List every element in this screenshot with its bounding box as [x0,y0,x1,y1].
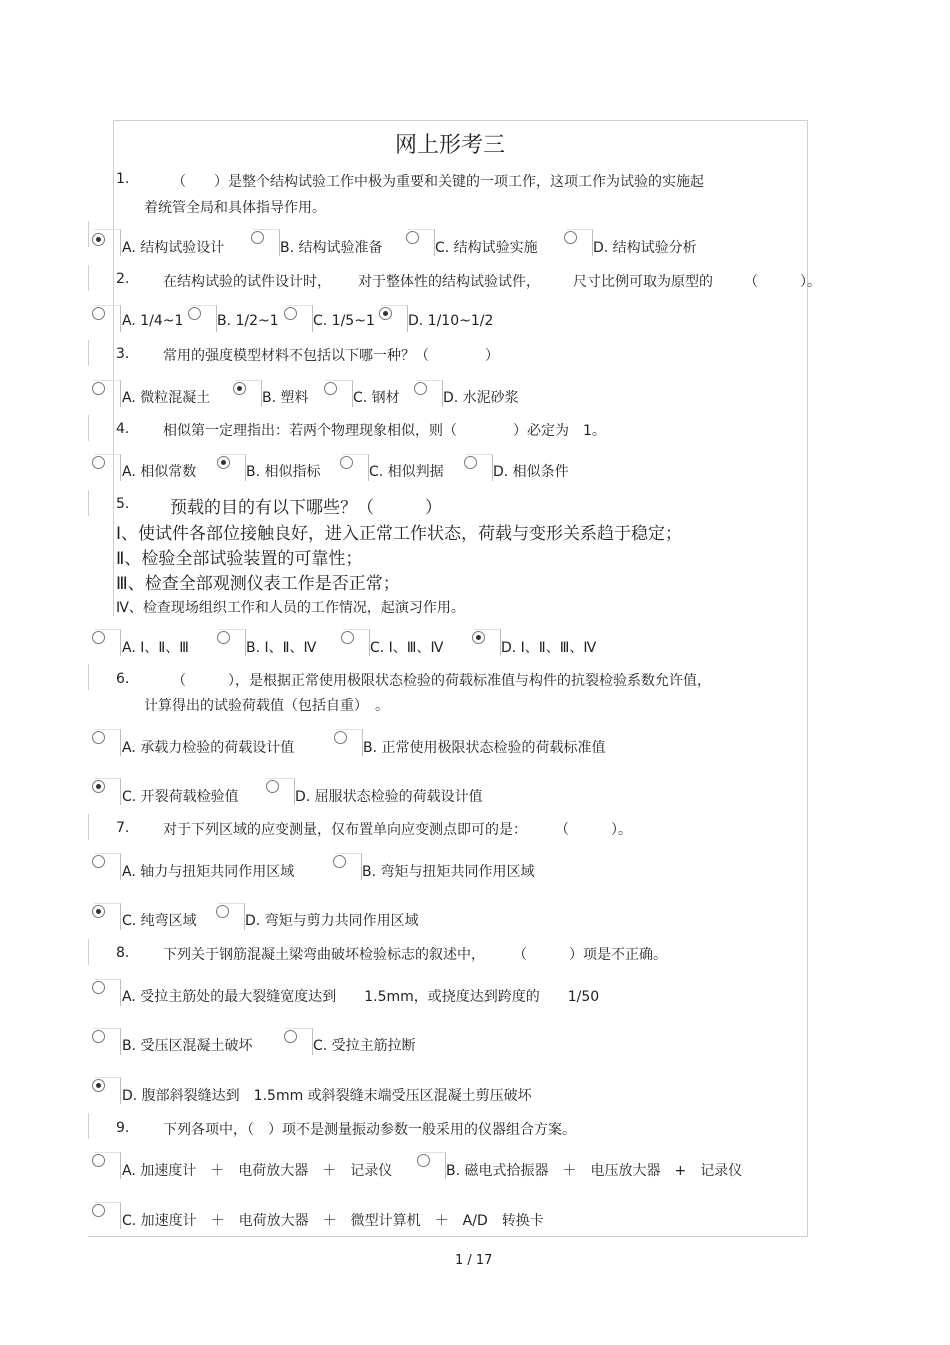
q9-option-b-radio[interactable] [417,1154,430,1167]
q8-option-d-radio[interactable] [92,1079,105,1092]
q1-option-d-radio[interactable] [564,231,577,244]
q4-option-d[interactable]: D. 相似条件 [493,464,569,480]
q6-option-d-radio[interactable] [266,780,279,793]
q5-item-2: Ⅱ、检验全部试验装置的可靠性； [116,549,363,569]
frame-left-border [113,120,114,616]
q7-option-b-radio[interactable] [333,855,346,868]
q7-option-a[interactable]: A. 轴力与扭矩共同作用区域 [122,864,295,880]
q8-option-b[interactable]: B. 受压区混凝土破坏 [122,1038,253,1054]
q7-option-a-radio[interactable] [92,855,105,868]
q9-option-a-radio[interactable] [92,1154,105,1167]
q1-text-line2: 着统管全局和具体指导作用。 [144,200,326,216]
q4-option-c-radio[interactable] [340,456,353,469]
q3-option-a-radio[interactable] [92,382,105,395]
q8-number: 8. [116,945,130,961]
frame-top-border [113,120,808,121]
q2-text-part4: （ ）。 [744,274,821,290]
q5-item-1: Ⅰ、使试件各部位接触良好，进入正常工作状态，荷载与变形关系趋于稳定； [116,524,683,544]
row-bar [88,1113,89,1139]
q2-text-part3: 尺寸比例可取为原型的 [573,274,713,290]
q2-option-c[interactable]: C. 1/5~1 [313,313,375,329]
q4-number: 4. [116,421,130,437]
q8-option-a[interactable]: A. 受拉主筋处的最大裂缝宽度达到 1.5mm，或挠度达到跨度的 1/50 [122,989,600,1005]
page-title: 网上形考三 [395,133,506,158]
q9-number: 9. [116,1120,130,1136]
q7-option-b[interactable]: B. 弯矩与扭矩共同作用区域 [362,864,535,880]
q2-option-b-radio[interactable] [188,307,201,320]
q3-option-c[interactable]: C. 钢材 [353,390,400,406]
q7-number: 7. [116,820,130,836]
q7-option-c[interactable]: C. 纯弯区域 [122,913,197,929]
q8-option-c[interactable]: C. 受拉主筋拉断 [313,1038,416,1054]
q2-option-c-radio[interactable] [284,307,297,320]
q8-option-a-radio[interactable] [92,981,105,994]
q5-text: 预载的目的有以下哪些？（ ） [170,498,442,518]
q2-option-d-radio[interactable] [379,307,392,320]
q6-option-c[interactable]: C. 开裂荷载检验值 [122,789,239,805]
q1-text-line1: （ ）是整个结构试验工作中极为重要和关键的一项工作，这项工作为试验的实施起 [172,174,704,190]
q3-option-a[interactable]: A. 微粒混凝土 [122,390,211,406]
q3-option-c-radio[interactable] [324,382,337,395]
q3-option-d-radio[interactable] [414,382,427,395]
q4-option-b[interactable]: B. 相似指标 [246,464,321,480]
q4-option-a-radio[interactable] [92,456,105,469]
q5-option-d[interactable]: D. Ⅰ、Ⅱ、Ⅲ、Ⅳ [501,640,597,656]
q1-number: 1. [116,171,130,187]
q2-number: 2. [116,271,130,287]
q6-option-a-radio[interactable] [92,731,105,744]
row-bar [88,340,89,366]
q6-number: 6. [116,671,130,687]
q1-option-b[interactable]: B. 结构试验准备 [280,240,383,256]
q5-item-3: Ⅲ、检查全部观测仪表工作是否正常； [116,574,400,594]
q2-option-b[interactable]: B. 1/2~1 [217,313,279,329]
q8-text: 下列关于钢筋混凝土梁弯曲破坏检验标志的叙述中， （ ）项是不正确。 [163,947,667,963]
q2-option-d[interactable]: D. 1/10~1/2 [408,313,494,329]
q9-text: 下列各项中，（ ）项不是测量振动参数一般采用的仪器组合方案。 [163,1122,576,1138]
q9-option-b[interactable]: B. 磁电式拾振器 ＋ 电压放大器 + 记录仪 [446,1163,743,1179]
q4-text: 相似第一定理指出：若两个物理现象相似，则（ ）必定为 1。 [163,423,606,439]
q2-text-part2: 对于整体性的结构试验试件， [358,274,540,290]
q7-text: 对于下列区域的应变测量，仅布置单向应变测点即可的是： （ ）。 [163,822,632,838]
q7-option-d[interactable]: D. 弯矩与剪力共同作用区域 [245,913,419,929]
q5-option-c[interactable]: C. Ⅰ、Ⅲ、Ⅳ [370,640,444,656]
q3-option-b-radio[interactable] [233,382,246,395]
q1-option-c-radio[interactable] [406,231,419,244]
q1-option-a[interactable]: A. 结构试验设计 [122,240,225,256]
q7-option-c-radio[interactable] [92,905,105,918]
q9-option-c-radio[interactable] [92,1204,105,1217]
q1-option-a-radio[interactable] [92,233,105,246]
q3-number: 3. [116,346,130,362]
q3-option-d[interactable]: D. 水泥砂浆 [443,390,519,406]
q9-option-a[interactable]: A. 加速度计 ＋ 电荷放大器 ＋ 记录仪 [122,1163,393,1179]
q5-option-c-radio[interactable] [341,631,354,644]
row-bar [88,221,89,247]
q6-option-b[interactable]: B. 正常使用极限状态检验的荷载标准值 [363,740,606,756]
q5-item-4: Ⅳ、检查现场组织工作和人员的工作情况，起演习作用。 [116,600,465,616]
row-bar [88,814,89,840]
q4-option-b-radio[interactable] [217,456,230,469]
q8-option-c-radio[interactable] [284,1030,297,1043]
q5-option-b[interactable]: B. Ⅰ、Ⅱ、Ⅳ [246,640,317,656]
q1-option-b-radio[interactable] [251,231,264,244]
q6-option-b-radio[interactable] [334,731,347,744]
q9-option-c[interactable]: C. 加速度计 ＋ 电荷放大器 ＋ 微型计算机 ＋ A/D 转换卡 [122,1213,544,1229]
q5-option-a[interactable]: A. Ⅰ、Ⅱ、Ⅲ [122,640,189,656]
q4-option-d-radio[interactable] [464,456,477,469]
frame-bottom-border [88,1236,808,1237]
q6-text-line1: （ ），是根据正常使用极限状态检验的荷载标准值与构件的抗裂检验系数允许值， [172,673,711,689]
q5-option-b-radio[interactable] [217,631,230,644]
q1-option-d[interactable]: D. 结构试验分析 [593,240,697,256]
q6-text-line2: 计算得出的试验荷载值（包括自重） 。 [144,698,389,714]
q5-option-d-radio[interactable] [472,631,485,644]
row-bar [88,415,89,441]
q6-option-a[interactable]: A. 承载力检验的荷载设计值 [122,740,295,756]
q4-option-c[interactable]: C. 相似判据 [369,464,444,480]
q6-option-c-radio[interactable] [92,780,105,793]
row-bar [88,265,89,291]
page-number: 1 / 17 [455,1253,493,1268]
q8-option-d[interactable]: D. 腹部斜裂缝达到 1.5mm 或斜裂缝末端受压区混凝土剪压破坏 [122,1088,532,1104]
q4-option-a[interactable]: A. 相似常数 [122,464,197,480]
q5-option-a-radio[interactable] [92,631,105,644]
row-bar [88,490,89,516]
q6-option-d[interactable]: D. 屈服状态检验的荷载设计值 [295,789,483,805]
q7-option-d-radio[interactable] [216,905,229,918]
q2-option-a-radio[interactable] [92,307,105,320]
q1-option-c[interactable]: C. 结构试验实施 [435,240,538,256]
q2-text-part1: 在结构试验的试件设计时， [163,274,331,290]
q2-option-a[interactable]: A. 1/4~1 [122,313,184,329]
q5-number: 5. [116,496,130,512]
q3-option-b[interactable]: B. 塑料 [262,390,309,406]
row-bar [88,939,89,965]
row-bar [88,664,89,690]
q8-option-b-radio[interactable] [92,1030,105,1043]
q3-text: 常用的强度模型材料不包括以下哪一种？（ ） [163,348,499,364]
